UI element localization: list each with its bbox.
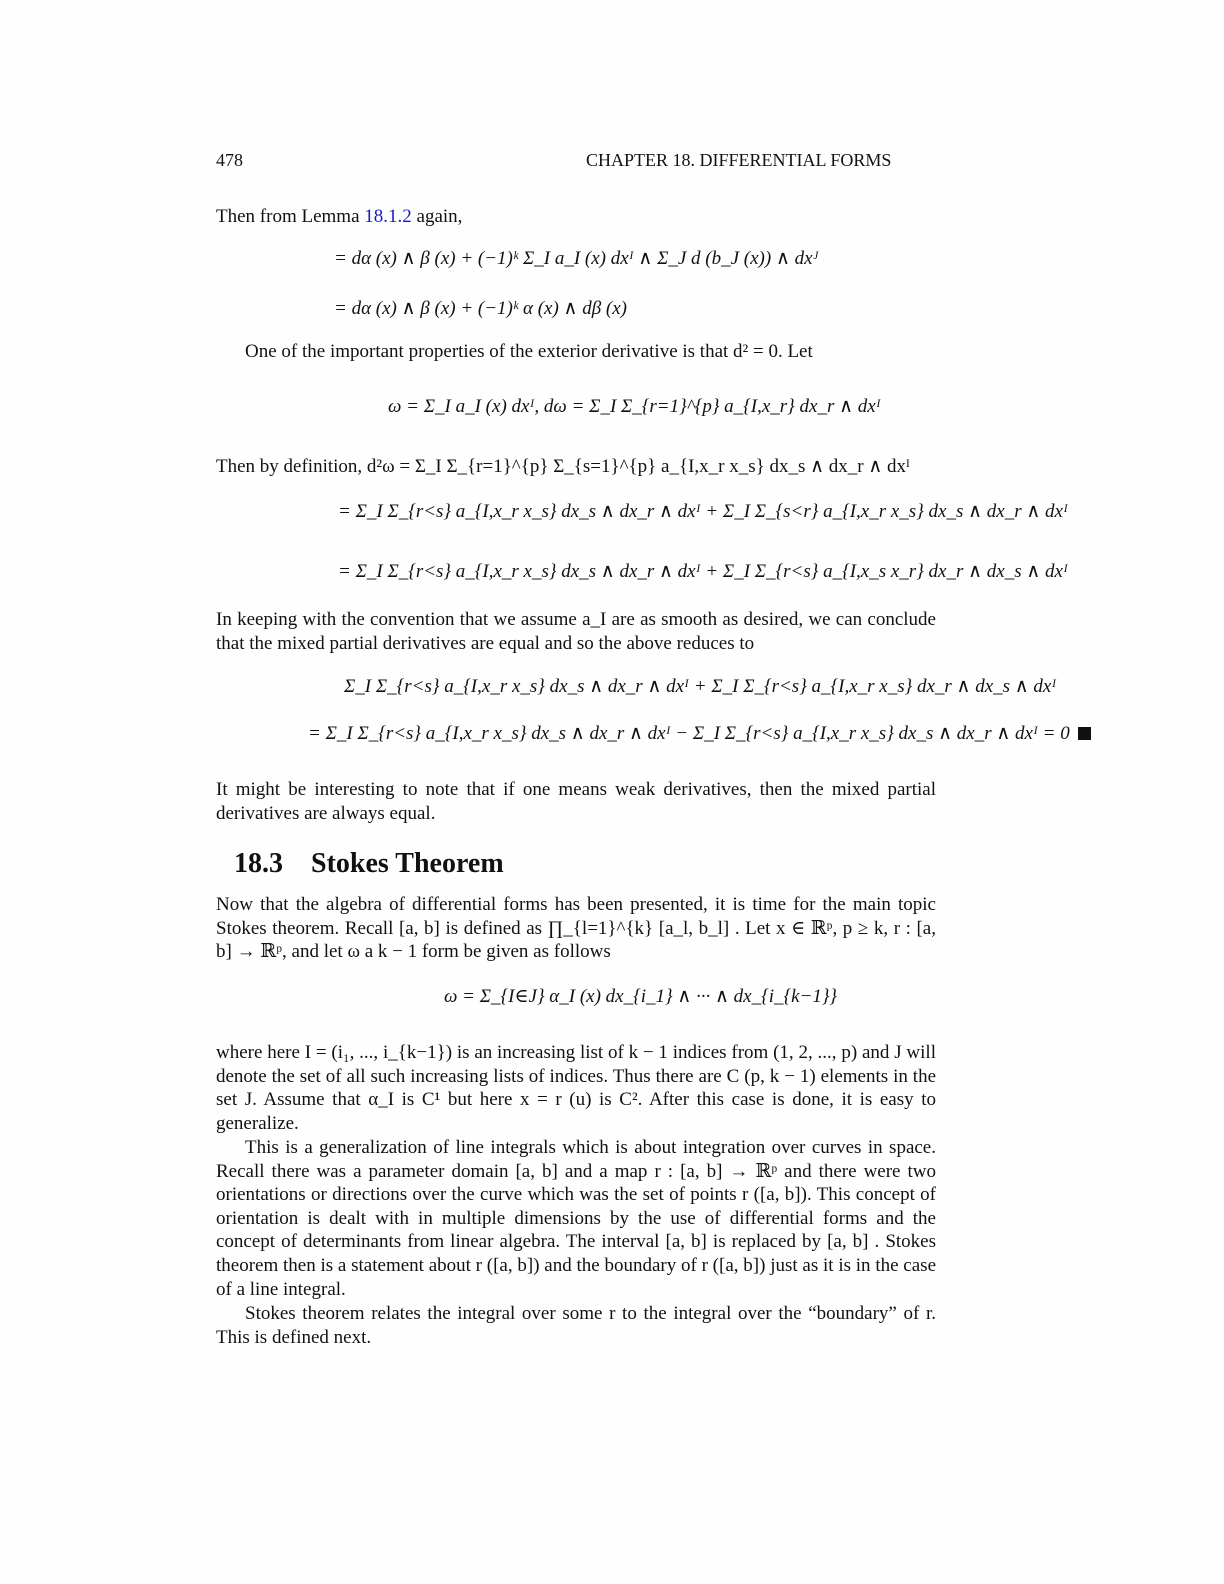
reduction-line-2: = Σ_I Σ_{r<s} a_{I,x_r x_s} dx_s ∧ dx_r ∧ dxᴵ − Σ_I Σ_{r<s} a_{I,x_r x_s} dx_s ∧ dx_r ∧ dxᴵ = 0: [308, 722, 1091, 745]
omega-k-minus-1-form: ω = Σ_{I∈J} α_I (x) dx_{i_1} ∧ ··· ∧ dx_{i_{k−1}}: [444, 986, 838, 1007]
section-number: 18.3: [234, 848, 283, 879]
convention-paragraph: In keeping with the convention that we assume a_I are as smooth as desired, we can conclude that the mixed partial derivatives are equal and so the above reduces to: [216, 609, 936, 654]
intro-prefix: Then from Lemma: [216, 206, 365, 227]
where-here-paragraph: where here I = (i₁, ..., i_{k−1}) is an increasing list of k − 1 indices from (1, 2, ..., p) and J will denote the set of all such increasing lists of indices. Thus there are C (p, k − 1) elements in the set J. Assume that α_I is C¹ but here x = r (u) is C². After this case is done, it is easy to generalize.: [216, 1042, 936, 1134]
equation-line-2: = dα (x) ∧ β (x) + (−1)ᵏ α (x) ∧ dβ (x): [334, 298, 627, 319]
reduction-line-1: Σ_I Σ_{r<s} a_{I,x_r x_s} dx_s ∧ dx_r ∧ dxᴵ + Σ_I Σ_{r<s} a_{I,x_r x_s} dx_r ∧ dx_s ∧ dxᴵ: [344, 676, 1057, 697]
d2-property-text: One of the important properties of the exterior derivative is that d² = 0. Let: [245, 341, 813, 362]
relates-paragraph: Stokes theorem relates the integral over some r to the integral over the “boundary” of r. This is defined next.: [216, 1303, 936, 1348]
generalization-paragraph: This is a generalization of line integrals which is about integration over curves in space. Recall there was a parameter domain [a, b] and a map r : [a, b] → ℝᵖ and there were two orientations or directions over the curve which was the set of points r ([a, b]). This concept of orientation is dealt with in multiple dimensions by the use of differential forms and the concept of determinants from linear algebra. The interval [a, b] is replaced by [a, b] . Stokes theorem then is a statement about r ([a, b]) and the boundary of r ([a, b]) just as it is in the case of a line integral.: [216, 1137, 936, 1300]
lemma-link[interactable]: 18.1.2: [364, 206, 412, 227]
d2-expansion-line-2: = Σ_I Σ_{r<s} a_{I,x_r x_s} dx_s ∧ dx_r ∧ dxᴵ + Σ_I Σ_{r<s} a_{I,x_s x_r} dx_r ∧ dx_s ∧ dxᴵ: [338, 561, 1068, 582]
section-heading: [234, 848, 504, 880]
section-title: Stokes Theorem: [311, 848, 504, 879]
by-definition-text: Then by definition, d²ω = Σ_I Σ_{r=1}^{p} Σ_{s=1}^{p} a_{I,x_r x_s} dx_s ∧ dx_r ∧ dxᴵ: [216, 456, 910, 477]
intro-suffix: again,: [411, 206, 463, 227]
d2-expansion-line-1: = Σ_I Σ_{r<s} a_{I,x_r x_s} dx_s ∧ dx_r ∧ dxᴵ + Σ_I Σ_{s<r} a_{I,x_r x_s} dx_s ∧ dx_r ∧ dxᴵ: [338, 501, 1068, 522]
chapter-title: CHAPTER 18. DIFFERENTIAL FORMS: [586, 150, 892, 170]
qed-square-icon: [1078, 727, 1091, 740]
weak-derivatives-paragraph: It might be interesting to note that if one means weak derivatives, then the mixed partial derivatives are always equal.: [216, 779, 936, 824]
intro-line: [216, 205, 462, 229]
equation-line-1: = dα (x) ∧ β (x) + (−1)ᵏ Σ_I a_I (x) dxᴵ ∧ Σ_J d (b_J (x)) ∧ dxᴶ: [334, 248, 820, 269]
page-number: 478: [216, 150, 243, 170]
section-intro-paragraph: Now that the algebra of differential forms has been presented, it is time for the main topic Stokes theorem. Recall [a, b] is defined as ∏_{l=1}^{k} [a_l, b_l] . Let x ∈ ℝᵖ, p ≥ k, r : [a, b] → ℝᵖ, and let ω a k − 1 form be given as follows: [216, 894, 936, 963]
omega-definition: ω = Σ_I a_I (x) dxᴵ, dω = Σ_I Σ_{r=1}^{p} a_{I,x_r} dx_r ∧ dxᴵ: [388, 396, 881, 417]
